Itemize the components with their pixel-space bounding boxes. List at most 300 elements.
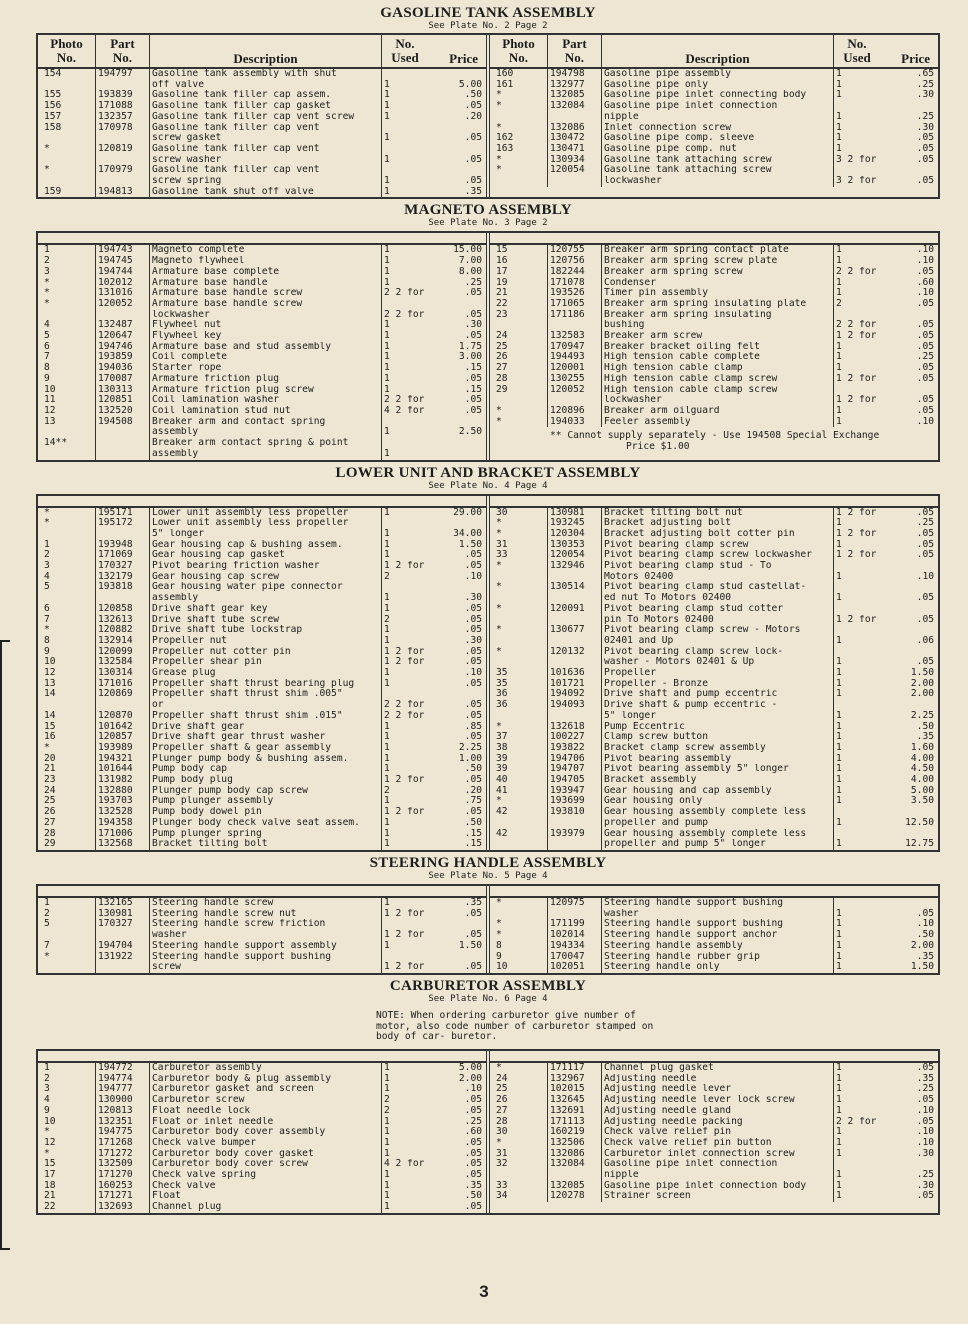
description-cell: Plunger body check valve seat assem. <box>150 818 382 829</box>
price-cell: .05 <box>916 331 934 342</box>
description-cell: Carburetor gasket and screen <box>150 1084 382 1095</box>
qty-used-cell: 2 <box>384 1105 390 1116</box>
description-cell: Gear housing only <box>602 796 834 807</box>
part-no-cell: 130472 <box>548 133 602 144</box>
description-cell: Pivot bearing clamp screw lock- <box>602 647 834 658</box>
qty-used-cell: 1 <box>384 1170 390 1181</box>
photo-no-cell: * <box>490 898 548 909</box>
price-cell: .50 <box>464 90 482 101</box>
part-no-cell: 120813 <box>96 1106 150 1117</box>
part-no-cell: 194036 <box>96 363 150 374</box>
part-no-cell: 120304 <box>548 529 602 540</box>
price-cell: .05 <box>464 288 482 299</box>
photo-no-cell: 1 <box>38 245 96 256</box>
photo-no-cell <box>490 572 548 583</box>
part-no-cell: 120647 <box>96 331 150 342</box>
part-no-cell <box>548 711 602 722</box>
table-row <box>38 187 486 198</box>
description-cell: Drive shaft tube screw <box>150 615 382 626</box>
description-cell: Carburetor body cover screw <box>150 1159 382 1170</box>
price-cell: .05 <box>464 101 482 112</box>
description-cell: ed nut To Motors 02400 <box>602 593 834 604</box>
price-cell <box>880 829 938 840</box>
steering-section-subtitle: See Plate No. 5 Page 4 <box>428 871 548 881</box>
photo-no-cell: 26 <box>490 352 548 363</box>
description-cell: Pump body plug <box>150 775 382 786</box>
photo-no-cell: 23 <box>38 775 96 786</box>
qty-used-cell: 1 2 for <box>836 614 877 625</box>
description-cell: Pivot bearing clamp stud - To <box>602 561 834 572</box>
qty-used-cell: 1 2 for <box>384 930 425 941</box>
qty-used-cell: 1 <box>836 1180 842 1191</box>
gas-left-column <box>38 35 490 197</box>
price-cell: 1.60 <box>910 742 934 753</box>
table-row <box>38 941 486 952</box>
part-no-cell: 120054 <box>548 165 602 176</box>
part-no-cell: 132085 <box>548 90 602 101</box>
description-cell: 02401 and Up <box>602 636 834 647</box>
photo-no-cell <box>38 155 96 166</box>
table-row <box>38 930 486 941</box>
qty-used-cell: 1 <box>384 668 390 679</box>
description-cell: Pivot bearing clamp stud cotter <box>602 604 834 615</box>
description-cell: Pivot bearing assembly 5" longer <box>602 764 834 775</box>
part-no-cell: 132086 <box>548 123 602 134</box>
part-no-cell: 194093 <box>548 700 602 711</box>
price-cell: .25 <box>916 111 934 122</box>
photo-no-cell: 2 <box>38 1074 96 1085</box>
price-cell <box>428 952 486 963</box>
table-row <box>490 256 938 267</box>
part-no-cell: 120870 <box>96 711 150 722</box>
photo-no-cell: * <box>38 144 96 155</box>
description-cell: Drive shaft & pump eccentric - <box>602 700 834 711</box>
description-cell: Carburetor body & plug assembly <box>150 1074 382 1085</box>
photo-no-cell: 21 <box>490 288 548 299</box>
qty-used-cell: 1 <box>836 919 842 930</box>
qty-used-cell: 2 2 for <box>384 700 425 711</box>
price-cell <box>880 1159 938 1170</box>
table-row <box>38 1159 486 1170</box>
magneto-section-subtitle: See Plate No. 3 Page 2 <box>428 218 548 229</box>
qty-used-cell: 1 <box>384 245 390 256</box>
part-no-cell: 132085 <box>548 1181 602 1192</box>
price-cell <box>428 449 486 460</box>
price-cell: .05 <box>916 266 934 277</box>
qty-used-cell: 1 2 for <box>384 807 425 818</box>
description-cell: Armature base and stud assembly <box>150 342 382 353</box>
price-cell: .05 <box>464 1095 482 1106</box>
price-cell: .05 <box>464 732 482 743</box>
qty-used-cell: 1 <box>836 256 842 267</box>
description-cell: Gasoline tank filler cap vent screw <box>150 112 382 123</box>
description-cell: Gasoline pipe assembly <box>602 69 834 80</box>
qty-used-cell: 1 <box>836 341 842 352</box>
part-no-cell: 195171 <box>96 508 150 519</box>
part-no-cell: 132086 <box>548 1149 602 1160</box>
price-cell: .05 <box>464 1105 482 1116</box>
part-no-cell: 132357 <box>96 112 150 123</box>
qty-used-cell: 1 <box>384 678 390 689</box>
table-row <box>490 385 938 396</box>
price-cell: 2.00 <box>910 689 934 700</box>
description-cell: Gasoline pipe inlet connection <box>602 1159 834 1170</box>
magneto-left-rows <box>38 245 486 459</box>
carb-parts-table <box>36 1049 940 1215</box>
table-row <box>38 593 486 604</box>
qty-used-cell: 1 <box>836 416 842 427</box>
magneto-footnote: ** Cannot supply separately - Use 194508 Special Exchange <box>550 430 880 442</box>
table-row <box>38 829 486 840</box>
photo-no-cell: 2 <box>38 909 96 920</box>
photo-no-cell: 16 <box>38 732 96 743</box>
part-no-cell: 120819 <box>96 144 150 155</box>
price-cell: .05 <box>464 133 482 144</box>
part-no-cell: 130314 <box>96 668 150 679</box>
price-cell <box>428 69 486 80</box>
qty-used-cell: 2 <box>384 571 390 582</box>
price-cell: .50 <box>464 817 482 828</box>
price-cell: .05 <box>464 700 482 711</box>
photo-no-cell: * <box>490 722 548 733</box>
photo-no-cell <box>490 657 548 668</box>
price-cell: .05 <box>916 1095 934 1106</box>
part-no-cell: 132946 <box>548 561 602 572</box>
table-top-rule <box>490 1051 938 1063</box>
table-row <box>38 1181 486 1192</box>
table-row <box>38 1117 486 1128</box>
price-cell: 4.50 <box>910 764 934 775</box>
price-cell: .05 <box>916 528 934 539</box>
photo-no-cell: 39 <box>490 754 548 765</box>
part-no-cell: 171268 <box>96 1138 150 1149</box>
part-no-cell: 194813 <box>96 187 150 198</box>
table-row <box>490 112 938 123</box>
price-cell: .05 <box>464 603 482 614</box>
description-cell: Steering handle support assembly <box>150 941 382 952</box>
part-no-cell: 120882 <box>96 625 150 636</box>
photo-no-cell: * <box>38 1127 96 1138</box>
price-cell <box>428 689 486 700</box>
qty-used-cell: 1 <box>836 1170 842 1181</box>
table-row <box>490 689 938 700</box>
description-cell: Breaker arm and contact spring <box>150 417 382 428</box>
steering-section-title: STEERING HANDLE ASSEMBLY <box>369 855 607 871</box>
photo-no-cell: * <box>38 952 96 963</box>
photo-no-cell: 6 <box>38 604 96 615</box>
part-no-cell: 170978 <box>96 123 150 134</box>
qty-used-cell: 1 2 for <box>836 373 877 384</box>
part-no-cell: 132084 <box>548 101 602 112</box>
description-cell: Pivot bearing friction washer <box>150 561 382 572</box>
price-cell: .35 <box>464 1180 482 1191</box>
photo-no-cell <box>38 449 96 460</box>
table-row <box>490 962 938 973</box>
table-row <box>490 299 938 310</box>
description-cell: Plunger pump body & bushing assem. <box>150 754 382 765</box>
part-no-cell: 132520 <box>96 406 150 417</box>
photo-no-cell: * <box>490 919 548 930</box>
price-cell: .10 <box>464 571 482 582</box>
photo-no-cell: 28 <box>490 1117 548 1128</box>
qty-used-cell: 1 <box>384 373 390 384</box>
part-no-cell: 160219 <box>548 1127 602 1138</box>
part-no-cell: 132914 <box>96 636 150 647</box>
table-row <box>38 818 486 829</box>
part-no-cell: 193839 <box>96 90 150 101</box>
table-row <box>490 1084 938 1095</box>
description-cell: Steering handle support bushing <box>150 952 382 963</box>
part-no-cell: 132509 <box>96 1159 150 1170</box>
table-row <box>490 829 938 840</box>
price-cell: .85 <box>464 721 482 732</box>
table-row <box>38 582 486 593</box>
qty-used-cell: 1 <box>836 143 842 154</box>
table-row <box>38 1138 486 1149</box>
description-cell: Adjusting needle gland <box>602 1106 834 1117</box>
table-row <box>38 615 486 626</box>
table-row <box>490 518 938 529</box>
photo-no-cell <box>38 930 96 941</box>
photo-no-cell: 160 <box>490 69 548 80</box>
table-row <box>490 700 938 711</box>
table-row <box>38 299 486 310</box>
description-cell: assembly <box>150 449 382 460</box>
price-cell: .50 <box>464 764 482 775</box>
description-cell: lockwasher <box>602 176 834 187</box>
part-no-cell: 102014 <box>548 930 602 941</box>
price-cell: 5.00 <box>910 785 934 796</box>
photo-no-cell: * <box>490 406 548 417</box>
description-cell: Adjusting needle packing <box>602 1117 834 1128</box>
qty-used-cell <box>834 101 880 112</box>
photo-no-cell: 18 <box>38 1181 96 1192</box>
part-no-cell: 170327 <box>96 919 150 930</box>
table-row <box>490 352 938 363</box>
qty-used-cell: 1 <box>836 689 842 700</box>
gas-section-title: GASOLINE TANK ASSEMBLY <box>380 5 596 21</box>
qty-used-cell: 2 2 for <box>836 320 877 331</box>
qty-used-cell: 1 <box>836 668 842 679</box>
part-no-cell: 194797 <box>96 69 150 80</box>
qty-used-cell <box>834 582 880 593</box>
table-row <box>490 615 938 626</box>
table-row <box>38 508 486 519</box>
part-no-cell <box>96 155 150 166</box>
photo-no-cell: 21 <box>38 1191 96 1202</box>
photo-no-cell: * <box>38 508 96 519</box>
description-cell: Carburetor body cover assembly <box>150 1127 382 1138</box>
qty-used-cell: 1 2 for <box>384 646 425 657</box>
price-cell: .05 <box>464 561 482 572</box>
description-cell: washer <box>150 930 382 941</box>
magneto-parts-table <box>36 231 940 461</box>
part-no-cell: 131016 <box>96 288 150 299</box>
price-cell: .05 <box>464 154 482 165</box>
table-row <box>490 80 938 91</box>
qty-used-cell: 1 <box>384 266 390 277</box>
qty-used-cell <box>834 647 880 658</box>
part-no-cell: 171006 <box>96 829 150 840</box>
part-no-cell: 194705 <box>548 775 602 786</box>
part-no-cell: 193699 <box>548 796 602 807</box>
description-cell: Gasoline tank filler cap vent <box>150 165 382 176</box>
qty-used-cell: 1 <box>836 1191 842 1202</box>
part-no-cell: 171016 <box>96 679 150 690</box>
photo-no-cell: 38 <box>490 743 548 754</box>
qty-used-cell: 2 <box>836 298 842 309</box>
table-row <box>490 930 938 941</box>
table-row <box>490 508 938 519</box>
price-cell: 34.00 <box>453 528 482 539</box>
part-no-cell: 193979 <box>548 829 602 840</box>
table-row <box>490 657 938 668</box>
part-no-cell: 170047 <box>548 952 602 963</box>
photo-no-cell: 15 <box>490 245 548 256</box>
table-row <box>38 625 486 636</box>
photo-no-cell: * <box>490 123 548 134</box>
description-cell: Carburetor assembly <box>150 1063 382 1074</box>
part-no-cell: 101636 <box>548 668 602 679</box>
part-no-cell: 132977 <box>548 80 602 91</box>
part-no-cell: 130353 <box>548 540 602 551</box>
photo-no-cell: 3 <box>38 1084 96 1095</box>
price-cell: .25 <box>916 352 934 363</box>
photo-no-cell: 15 <box>38 1159 96 1170</box>
price-cell <box>880 310 938 321</box>
qty-used-cell <box>834 829 880 840</box>
table-row <box>38 133 486 144</box>
table-row <box>38 732 486 743</box>
qty-used-cell: 1 <box>384 331 390 342</box>
price-cell: .05 <box>464 614 482 625</box>
photo-no-cell: 2 <box>38 550 96 561</box>
table-row <box>38 374 486 385</box>
page-number: 3 <box>479 1282 489 1301</box>
table-row <box>490 101 938 112</box>
description-cell: Gear housing cap & bushing assem. <box>150 540 382 551</box>
price-cell: .35 <box>916 732 934 743</box>
part-no-cell: 132618 <box>548 722 602 733</box>
part-no-cell: 194745 <box>96 256 150 267</box>
description-cell: Steering handle assembly <box>602 941 834 952</box>
table-row <box>38 561 486 572</box>
qty-used-cell: 4 2 for <box>384 405 425 416</box>
qty-used-cell <box>382 144 428 155</box>
table-row <box>38 919 486 930</box>
qty-used-cell: 1 <box>836 277 842 288</box>
description-cell: Gasoline pipe inlet connecting body <box>602 90 834 101</box>
photo-no-cell: * <box>490 930 548 941</box>
price-cell: .05 <box>916 405 934 416</box>
qty-used-cell: 1 <box>384 427 390 438</box>
photo-no-cell: 8 <box>490 941 548 952</box>
carb-left-rows <box>38 1063 486 1213</box>
part-no-cell: 130981 <box>548 508 602 519</box>
description-cell: Gear housing cap gasket <box>150 550 382 561</box>
price-cell <box>880 898 938 909</box>
magneto-footnote-price: Price $1.00 <box>626 441 690 453</box>
table-row <box>38 1084 486 1095</box>
table-row <box>490 245 938 256</box>
table-row <box>490 786 938 797</box>
photo-no-cell: 2 <box>38 256 96 267</box>
price-cell: .10 <box>916 1105 934 1116</box>
price-cell: .05 <box>916 1063 934 1074</box>
part-no-cell: 120091 <box>548 604 602 615</box>
description-cell: Bracket adjusting bolt <box>602 518 834 529</box>
price-cell: 7.00 <box>458 256 482 267</box>
price-cell: 1.00 <box>458 753 482 764</box>
qty-used-cell: 1 <box>384 1084 390 1095</box>
description-cell: Steering handle support anchor <box>602 930 834 941</box>
price-cell: 1.50 <box>458 539 482 550</box>
table-row <box>38 342 486 353</box>
part-no-cell: 193859 <box>96 352 150 363</box>
description-cell: Gasoline pipe inlet connection body <box>602 1181 834 1192</box>
qty-used-cell: 1 <box>384 176 390 187</box>
table-row <box>38 438 486 449</box>
description-cell: High tension cable clamp screw <box>602 385 834 396</box>
photo-no-cell: 39 <box>490 764 548 775</box>
price-cell: 12.75 <box>905 839 934 850</box>
table-row <box>490 561 938 572</box>
table-top-rule <box>38 233 486 245</box>
description-cell: Drive shaft gear <box>150 722 382 733</box>
lower-right-rows <box>490 508 938 851</box>
table-row <box>490 176 938 187</box>
qty-used-cell: 1 <box>836 405 842 416</box>
price-cell <box>428 144 486 155</box>
qty-used-cell: 1 <box>384 90 390 101</box>
description-cell: Steering handle screw friction <box>150 919 382 930</box>
photo-no-cell: 27 <box>490 1106 548 1117</box>
price-cell: .05 <box>916 614 934 625</box>
qty-used-cell <box>382 919 428 930</box>
qty-used-cell: 1 2 for <box>836 528 877 539</box>
photo-no-cell: 20 <box>38 754 96 765</box>
photo-no-cell <box>490 320 548 331</box>
part-no-cell: 130471 <box>548 144 602 155</box>
qty-used-cell: 1 <box>384 635 390 646</box>
table-row <box>38 1170 486 1181</box>
description-cell: Armature friction plug <box>150 374 382 385</box>
price-cell: 2.25 <box>458 742 482 753</box>
qty-used-cell: 1 <box>836 785 842 796</box>
photo-no-cell: 25 <box>38 796 96 807</box>
price-cell: .05 <box>916 593 934 604</box>
price-cell: .50 <box>916 930 934 941</box>
part-no-cell: 193810 <box>548 807 602 818</box>
part-no-cell: 130313 <box>96 385 150 396</box>
photo-no-cell: 10 <box>38 385 96 396</box>
part-no-cell <box>96 962 150 973</box>
table-row <box>490 898 938 909</box>
photo-no-cell: 28 <box>490 374 548 385</box>
description-cell: Gasoline pipe inlet connection <box>602 101 834 112</box>
qty-used-cell <box>382 518 428 529</box>
photo-no-cell: 35 <box>490 679 548 690</box>
photo-no-cell: 158 <box>38 123 96 134</box>
table-row <box>38 176 486 187</box>
part-no-cell <box>96 427 150 438</box>
part-no-cell: 194774 <box>96 1074 150 1085</box>
description-cell: Gasoline tank assembly with shut <box>150 69 382 80</box>
description-cell: bushing <box>602 320 834 331</box>
part-no-cell: 193703 <box>96 796 150 807</box>
part-no-cell: 194508 <box>96 417 150 428</box>
part-no-cell: 194746 <box>96 342 150 353</box>
